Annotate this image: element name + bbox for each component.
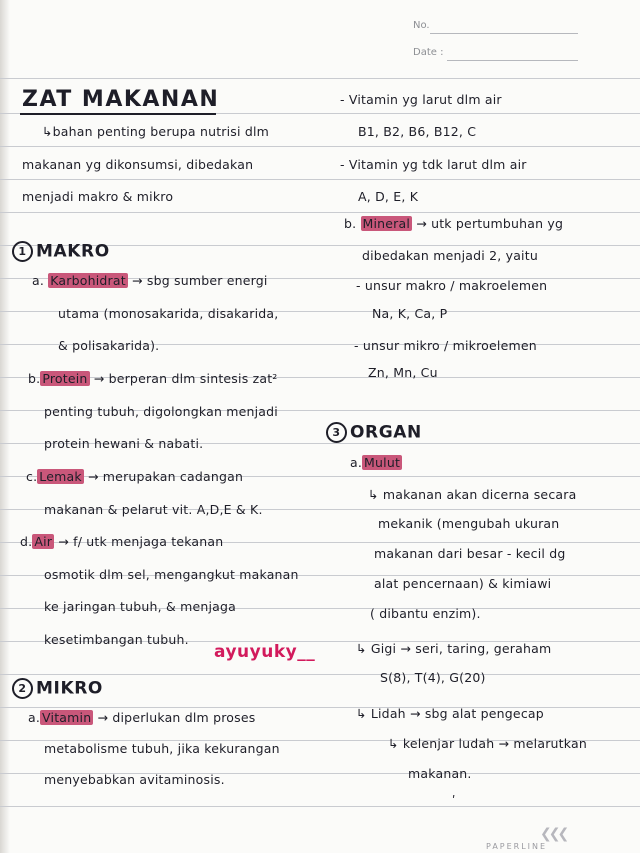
vitamin-larut-air-list: B1, B2, B6, B12, C — [358, 124, 477, 139]
mulut-desc-4: alat pencernaan) & kimiawi — [374, 576, 552, 591]
mulut-desc-1: ↳ makanan akan dicerna secara — [368, 487, 577, 502]
mulut-desc-5: ( dibantu enzim). — [370, 606, 481, 621]
karbohidrat-line-3: & polisakarida). — [58, 338, 160, 353]
mineral-line-1 — [344, 216, 563, 231]
vitamin-larut-air: - Vitamin yg larut dlm air — [340, 92, 502, 107]
intro-line-1: ↳bahan penting berupa nutrisi dlm — [42, 124, 270, 139]
mineral-line-6: Zn, Mn, Cu — [368, 365, 438, 380]
section-number-badge: 3 — [326, 422, 347, 443]
item-letter: c. — [26, 469, 38, 484]
page-edge-shadow — [0, 0, 10, 853]
section-makro-heading — [12, 241, 110, 262]
page-title: ZAT MAKANAN — [22, 87, 220, 112]
mineral-line-5: - unsur mikro / mikroelemen — [354, 338, 537, 353]
highlight-mulut: Mulut — [364, 455, 401, 470]
ruled-line — [0, 212, 640, 213]
air-line-4: kesetimbangan tubuh. — [44, 632, 189, 647]
gigi-line-2: S(8), T(4), G(20) — [380, 670, 486, 685]
vitamin-line-2: metabolisme tubuh, jika kekurangan — [44, 741, 280, 756]
mineral-line-3: - unsur makro / makroelemen — [356, 278, 548, 293]
mulut-desc-3: makanan dari besar - kecil dg — [374, 546, 566, 561]
section-title: ORGAN — [350, 422, 422, 443]
lemak-line-1 — [26, 469, 243, 484]
protein-line-2: penting tubuh, digolongkan menjadi — [44, 404, 278, 419]
mulut-desc-2: mekanik (mengubah ukuran — [378, 516, 560, 531]
section-mikro-heading — [12, 678, 103, 699]
air-line-3: ke jaringan tubuh, & menjaga — [44, 599, 237, 614]
ruled-line — [0, 674, 640, 675]
item-text: → utk pertumbuhan yg — [416, 216, 564, 231]
ruled-line — [0, 146, 640, 147]
item-letter: a. — [32, 273, 45, 288]
ruled-line — [0, 78, 640, 79]
lemak-line-2: makanan & pelarut vit. A,D,E & K. — [44, 502, 263, 517]
section-title: MIKRO — [36, 678, 103, 699]
mineral-line-2: dibedakan menjadi 2, yaitu — [362, 248, 538, 263]
lidah-line-3: makanan. — [408, 766, 472, 781]
item-text: → f/ utk menjaga tekanan — [58, 534, 224, 549]
item-letter: d. — [20, 534, 33, 549]
ruled-line — [0, 806, 640, 807]
highlight-vitamin: Vitamin — [42, 710, 92, 725]
vitamin-tdk-larut: - Vitamin yg tdk larut dlm air — [340, 157, 527, 172]
vitamin-tdk-larut-list: A, D, E, K — [358, 189, 419, 204]
highlight-karbohidrat: Karbohidrat — [50, 273, 126, 288]
protein-line-1 — [28, 371, 278, 386]
highlight-protein: Protein — [42, 371, 88, 386]
lidah-line-1: ↳ Lidah → sbg alat pengecap — [356, 706, 544, 721]
no-line — [430, 33, 578, 34]
section-number-badge: 2 — [12, 678, 33, 699]
section-title: MAKRO — [36, 241, 110, 262]
gigi-line-1: ↳ Gigi → seri, taring, geraham — [356, 641, 552, 656]
highlight-mineral: Mineral — [362, 216, 411, 231]
section-organ-heading — [326, 422, 422, 443]
mineral-line-4: Na, K, Ca, P — [372, 306, 448, 321]
vitamin-line-3: menyebabkan avitaminosis. — [44, 772, 225, 787]
item-text: → sbg sumber energi — [132, 273, 268, 288]
air-line-1 — [20, 534, 223, 549]
highlight-air: Air — [34, 534, 53, 549]
lidah-line-2: ↳ kelenjar ludah → melarutkan — [388, 736, 587, 751]
item-letter: b. — [28, 371, 41, 386]
protein-line-3: protein hewani & nabati. — [44, 436, 204, 451]
item-text: → berperan dlm sintesis zat² — [93, 371, 278, 386]
item-text: → diperlukan dlm proses — [97, 710, 256, 725]
section-number-badge: 1 — [12, 241, 33, 262]
ruled-line — [0, 707, 640, 708]
intro-line-3: menjadi makro & mikro — [22, 189, 174, 204]
karbohidrat-line-2: utama (monosakarida, disakarida, — [58, 306, 279, 321]
date-line — [447, 60, 578, 61]
ruled-line — [0, 179, 640, 180]
item-text: → merupakan cadangan — [87, 469, 244, 484]
pen-mark: ʹ — [452, 794, 456, 808]
vitamin-line-1 — [28, 710, 255, 725]
author-watermark: ayuyuky__ — [214, 642, 316, 662]
mulut-line — [350, 455, 402, 470]
karbohidrat-line-1 — [32, 273, 268, 288]
item-letter: b. — [344, 216, 357, 231]
item-letter: a. — [350, 455, 363, 470]
title-underline — [20, 113, 216, 115]
date-label: Date : — [413, 47, 444, 58]
brand-chevron-icon: ❮❮❮ — [540, 826, 567, 842]
brand-logo-text: PAPERLINE — [486, 842, 548, 851]
highlight-lemak: Lemak — [39, 469, 82, 484]
intro-line-2: makanan yg dikonsumsi, dibedakan — [22, 157, 254, 172]
item-letter: a. — [28, 710, 41, 725]
air-line-2: osmotik dlm sel, mengangkut makanan — [44, 567, 299, 582]
no-label: No. — [413, 20, 430, 31]
